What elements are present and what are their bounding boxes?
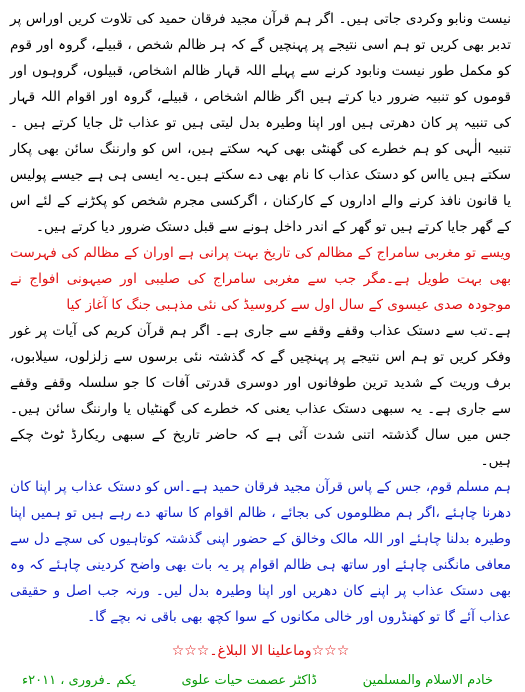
paragraph-line: کان دھریں اور اپنا وطیرہ بدل لیں۔ ورنہ جب اصل و حقیقی عذاب آئے گا تو کھنڈروں اور خالی مکانوں کے سوا کچھ بھی bbox=[10, 583, 511, 625]
paragraph-4 bbox=[10, 474, 511, 630]
paragraph-line: اور قوم کو مکمل طور نیست ونابود کرنے سے پہلے اللہ قہار ظالم اشخاص، قبیلوں، گروہوں اور قوموں کو تنبیہ ضرور دیا کرتے ہیں bbox=[10, 37, 511, 105]
paragraph-line: دے سکتے ہیں۔یہ ایسی ہی ہے جیسے پولیس یا قانون نافذ کرنے والے اداروں کے کارکنان ، اگرکسی مجرم شخص کو پکڑنے bbox=[10, 167, 511, 209]
paragraph-line: نیست ونابو وکردی جاتی ہیں۔ bbox=[338, 11, 511, 27]
paragraph-line: ہے۔تب سے دستک عذاب وقفے وقفے سے جاری ہے۔ اگر ہم قرآن کریم کی آیات پر غور وفکر کریں تو ہم اس نتیجے پر bbox=[10, 323, 511, 365]
article-body bbox=[10, 6, 511, 630]
paragraph-line: مغربی سامراج کی صلیبی اور صیہونی افواج نے موجودہ صدی عیسوی کے سال اول سے کروسیڈ کی نئی مذہبی جنگ کا آغاز کیا bbox=[10, 271, 511, 313]
paragraph-line: ہیں ۔تنبیہ الٰہی کو ہم خطرے کی گھنٹی بھی کہہ سکتے ہیں، اس کو وارننگ سائن بھی پکار سکتے ہیں یااس کو دستک عذاب کا نام بھی bbox=[10, 115, 511, 183]
paragraph-line: باقی نہ بچے گا۔ bbox=[87, 609, 177, 625]
paragraph-line: بجائے ، ظالم اقوام کا ساتھ دے رہے ہیں تو ہمیں اپنا وطیرہ بدلنا چاہئے اور اللہ مالک وخالق کے حضور اپنی گذشتہ کوتاہیوں bbox=[10, 505, 511, 547]
footer-date: یکم ۔فروری ، ۲۰۱۱ء bbox=[22, 673, 136, 688]
paragraph-3 bbox=[10, 318, 511, 474]
footer-author-title: خادم الاسلام والمسلمین bbox=[362, 673, 493, 688]
signature-footer bbox=[10, 670, 511, 692]
paragraph-line: اگر ظالم اشخاص ، قبیلے، گروہ اور اقوام اللہ قہار کی تنبیہ پر کان دھرتی ہیں اور اپنا وطیرہ بدل لیتی ہیں تو عذاب ٹل جایا کرتے bbox=[10, 89, 511, 131]
footer-author-name: ڈاکٹر عصمت حیات علوی bbox=[181, 673, 317, 688]
paragraph-line: ویسے تو مغربی سامراج کے مظالم کی تاریخ بہت پرانی ہے اوران کے مظالم کی فہرست بھی بہت طویل ہے۔مگر جب سے bbox=[10, 245, 511, 287]
paragraph-line: پہنچیں گے کہ گذشتہ نئی برسوں سے زلزلوں، سیلابوں، برف وریت کے شدید ترین طوفانوں اور دوسری قدرتی آفات کا bbox=[10, 349, 511, 391]
paragraph-2 bbox=[10, 240, 511, 318]
paragraph-1 bbox=[10, 6, 511, 240]
paragraph-line: کے لئے اس کے گھر جایا کرتے ہیں تو گھر کے اندر داخل ہونے سے قبل دستک ضرور دیا کرتے ہیں۔ bbox=[10, 193, 511, 235]
paragraph-line: کی سچے دل سے معافی مانگنی چاہئے اور ساتھ ہی ظالم اقوام پر یہ بات بھی واضح کردینی چاہئے کہ وہ بھی دستک عذاب پر اپنے bbox=[10, 531, 511, 599]
paragraph-line: جو سلسلہ وقفے وقفے سے جاری ہے۔ یہ سبھی دستک عذاب یعنی کہ خطرے کی گھنٹیاں یا وارننگ سائن ہیں۔جس میں سال bbox=[10, 375, 511, 443]
paragraph-line: اگر ہم قرآن مجید فرقان حمید کی تلاوت کریں اوراس پر تدبر بھی کریں تو ہم اسی نتیجے پر پہنچیں گے کہ ہر ظالم شخص ، قبیلے، گروہ bbox=[10, 11, 512, 53]
paragraph-line: ہم مسلم قوم، جس کے پاس قرآن مجید فرقان حمید ہے۔اس کو دستک عذاب پر اپنا کان دھرنا چاہئے ،اگر ہم مظلوموں کی bbox=[10, 479, 512, 521]
paragraph-line: گذشتہ اتنی شدت آئی ہے کہ حاضر تاریخ کے سبھی ریکارڈ ٹوٹ چکے ہیں۔ bbox=[10, 427, 511, 469]
closing-line: ☆☆☆وماعلینا الا البلاغ۔☆☆☆ bbox=[171, 643, 350, 659]
